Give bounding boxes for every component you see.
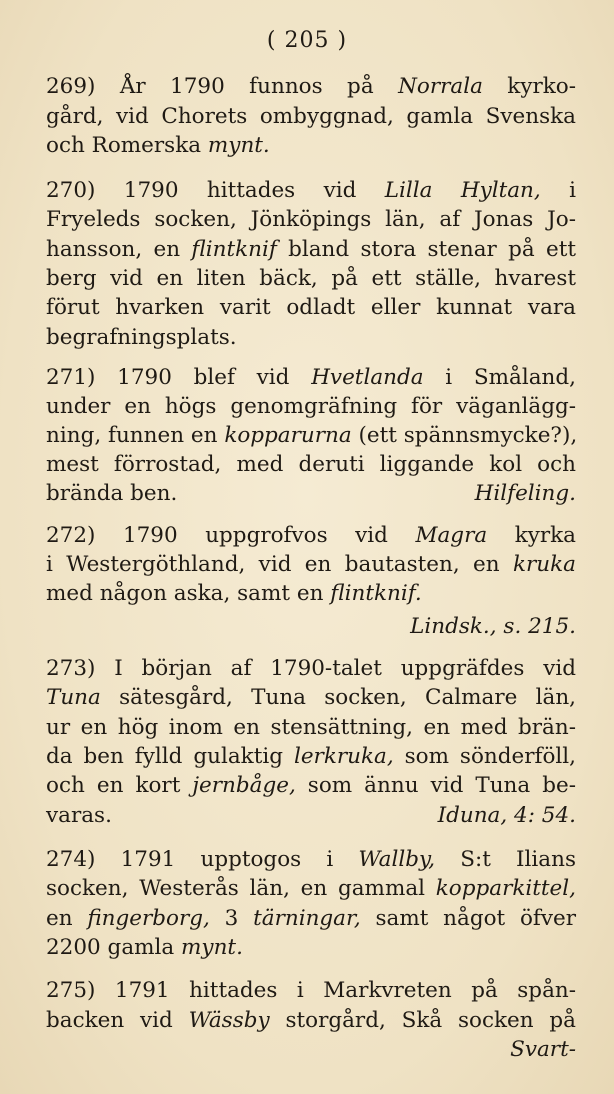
text-run: 269) År 1790 funnos på: [46, 74, 399, 99]
text-line: [46, 392, 576, 422]
text-line: [46, 550, 576, 580]
source-reference: Lindsk., s. 215.: [410, 614, 576, 639]
text-run: 2200 gamla: [46, 935, 182, 960]
italic-term: Magra: [415, 523, 488, 548]
text-line: [46, 293, 576, 323]
italic-term: Hvetlanda: [311, 365, 424, 390]
text-run: under en högs genomgräfning för väganlägg-: [46, 394, 576, 419]
text-run: i Småland,: [423, 365, 576, 390]
text-line: [46, 264, 576, 294]
text-run: ning, funnen en: [46, 423, 225, 448]
text-line: [46, 1006, 576, 1036]
text-run: socken, Westerås län, en gammal: [46, 876, 436, 901]
text-line: [46, 235, 576, 265]
italic-term: kopparurna: [224, 423, 352, 448]
italic-term: kopparkittel,: [435, 876, 576, 901]
text-line: [46, 904, 576, 934]
text-run: 3: [209, 906, 254, 931]
text-run: samt något öfver: [360, 906, 576, 931]
text-run: (ett spännsmycke?),: [351, 423, 578, 448]
italic-term: Wässby: [188, 1008, 270, 1033]
text-line: [46, 176, 576, 206]
italic-term: Tuna: [46, 685, 101, 710]
text-line: [46, 323, 576, 353]
text-line: [46, 421, 576, 451]
text-line: [46, 579, 576, 609]
text-line: [46, 72, 576, 102]
text-line: [46, 363, 576, 393]
italic-term: Norrala: [398, 74, 483, 99]
italic-term: Lilla Hyltan,: [384, 178, 541, 203]
text-run: brända ben.: [46, 481, 178, 506]
catchword: Svart-: [510, 1037, 576, 1062]
text-run: 275) 1791 hittades i Markvreten på spån-: [46, 978, 576, 1003]
italic-term: kruka: [513, 552, 576, 577]
text-run: med någon aska, samt en: [46, 581, 331, 606]
italic-term: fingerborg,: [87, 906, 210, 931]
italic-term: jernbåge,: [192, 773, 296, 798]
text-line: [46, 654, 576, 684]
text-run: kyrko-: [482, 74, 576, 99]
text-run: 274) 1791 upptogos i: [46, 847, 359, 872]
text-line: [46, 976, 576, 1006]
source-reference: Hilfeling.: [474, 481, 576, 506]
text-run: backen vid: [46, 1008, 189, 1033]
text-line: [46, 479, 576, 509]
text-line: [46, 205, 576, 235]
text-run: och en kort: [46, 773, 193, 798]
text-line: [46, 742, 576, 772]
text-run: kyrka: [487, 523, 576, 548]
text-run: gård, vid Chorets ombyggnad, gamla Svenska: [46, 104, 576, 129]
text-run: hansson, en: [46, 237, 192, 262]
text-line: [46, 102, 576, 132]
text-run: berg vid en liten bäck, på ett ställe, hvarest: [46, 266, 576, 291]
text-run: och Romerska: [46, 133, 208, 158]
source-reference: Iduna, 4: 54.: [437, 803, 576, 828]
text-run: mest förrostad, med deruti liggande kol och: [46, 452, 576, 477]
page-number-header: ( 205 ): [266, 28, 348, 53]
text-line: [46, 874, 576, 904]
text-run: som sönderföll,: [393, 744, 576, 769]
italic-term: flintknif.: [330, 581, 422, 606]
text-run: i: [540, 178, 576, 203]
text-run: storgård, Skå socken på: [269, 1008, 576, 1033]
text-line: [46, 933, 576, 963]
text-run: som ännu vid Tuna be-: [295, 773, 576, 798]
text-run: da ben fylld gulaktig: [46, 744, 294, 769]
text-line: [46, 131, 576, 161]
text-line: [46, 845, 576, 875]
text-run: 273) I början af 1790-talet uppgräfdes vid: [46, 656, 576, 681]
text-run: sätesgård, Tuna socken, Calmare län,: [100, 685, 576, 710]
text-line: [46, 683, 576, 713]
text-line: [46, 771, 576, 801]
italic-term: lerkruka,: [293, 744, 394, 769]
text-run: ur en hög inom en stensättning, en med brän-: [46, 715, 576, 740]
text-line: [46, 521, 576, 551]
text-run: 271) 1790 blef vid: [46, 365, 312, 390]
italic-term: tärningar,: [253, 906, 361, 931]
text-run: Fryeleds socken, Jönköpings län, af Jonas Jo-: [46, 207, 576, 232]
text-run: bland stora stenar på ett: [276, 237, 576, 262]
text-line: [46, 450, 576, 480]
text-line: [46, 713, 576, 743]
text-run: 272) 1790 uppgrofvos vid: [46, 523, 416, 548]
italic-term: flintknif: [191, 237, 277, 262]
text-run: varas.: [46, 803, 112, 828]
text-line: [46, 801, 576, 831]
text-run: förut hvarken varit odladt eller kunnat vara: [46, 295, 576, 320]
text-run: 270) 1790 hittades vid: [46, 178, 385, 203]
text-run: i Westergöthland, vid en bautasten, en: [46, 552, 513, 577]
italic-term: mynt.: [207, 133, 270, 158]
italic-term: mynt.: [181, 935, 243, 960]
text-run: S:t Ilians: [435, 847, 576, 872]
italic-term: Wallby,: [358, 847, 436, 872]
text-run: en: [46, 906, 88, 931]
text-run: begrafningsplats.: [46, 325, 237, 350]
